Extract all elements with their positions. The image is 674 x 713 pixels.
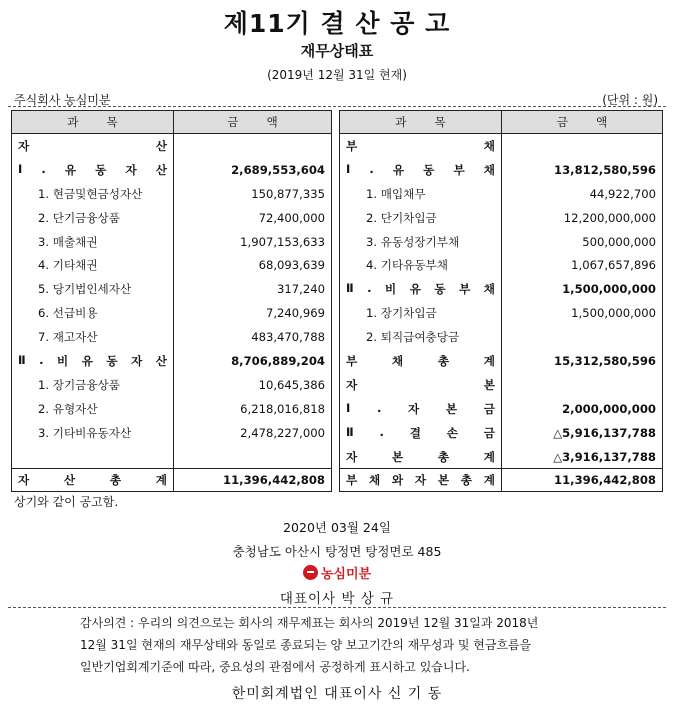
row-label: Ⅰ . 유 동 자 산 <box>12 158 174 182</box>
audit-line: 12월 31일 현재의 재무상태와 동일로 종료되는 양 보고기간의 재무성과 및 현금흐름을 <box>80 638 532 652</box>
table-row <box>340 445 663 469</box>
announcement-title: 제11기 결 산 공 고 <box>223 9 451 38</box>
row-label: 부 채 <box>340 134 502 158</box>
table-row <box>12 397 332 421</box>
row-amount: 8,706,889,204 <box>231 353 325 368</box>
divider <box>8 607 666 608</box>
row-label: 1. 매입채무 <box>340 182 502 206</box>
table-row <box>12 277 332 301</box>
row-amount: 72,400,000 <box>258 210 325 225</box>
column-header-subject: 과목 <box>67 115 146 129</box>
table-row <box>12 349 332 373</box>
table-row <box>12 182 332 206</box>
row-amount: 12,200,000,000 <box>563 210 656 225</box>
table-row <box>12 301 332 325</box>
logo-icon <box>303 565 318 580</box>
ceo-name: 대표이사 박 상 규 <box>279 591 395 607</box>
total-label: 부 채 와 자 본 총 계 <box>340 469 502 492</box>
company-name: 주식회사 농심미분 <box>14 93 111 107</box>
column-header-amount: 금액 <box>556 115 636 129</box>
table-row <box>340 206 663 230</box>
row-amount <box>502 325 663 349</box>
table-row <box>340 158 663 182</box>
currency-unit: (단위 : 원) <box>602 93 658 107</box>
assets-table <box>11 110 332 492</box>
row-amount: 500,000,000 <box>582 234 656 249</box>
table-row <box>12 206 332 230</box>
row-amount: 44,922,700 <box>589 186 656 201</box>
total-row <box>340 469 663 492</box>
table-row <box>340 301 663 325</box>
column-header-amount: 금액 <box>227 115 306 129</box>
row-amount: 68,093,639 <box>258 258 325 273</box>
divider <box>8 106 666 107</box>
logo-text: 농심미분 <box>320 567 372 582</box>
table-row <box>340 182 663 206</box>
statement-title: 재무상태표 <box>300 42 374 60</box>
audit-line: 감사의견 : 우리의 의견으로는 회사의 재무제표는 회사의 2019년 12월 31일과 2018년 <box>80 616 539 630</box>
table-row <box>12 325 332 349</box>
header-row <box>12 111 332 134</box>
row-amount: 1,500,000,000 <box>571 306 656 321</box>
row-label: 7. 재고자산 <box>12 325 174 349</box>
column-header-subject: 과목 <box>395 115 474 129</box>
row-label: Ⅱ . 비 유 동 부 채 <box>340 277 502 301</box>
auditor-signature: 한미회계법인 대표이사 신 기 동 <box>231 686 443 702</box>
row-label: 자 본 <box>340 373 502 397</box>
table-row <box>12 158 332 182</box>
table-row <box>340 277 663 301</box>
row-label: 2. 단기금융상품 <box>12 206 174 230</box>
table-row <box>340 325 663 349</box>
row-amount: 2,000,000,000 <box>562 401 656 416</box>
row-label <box>12 445 174 469</box>
row-amount: 2,689,553,604 <box>231 162 325 177</box>
row-amount <box>502 134 663 158</box>
row-amount <box>174 445 332 469</box>
row-label: Ⅰ . 자 본 금 <box>340 397 502 421</box>
row-label: Ⅱ . 비 유 동 자 산 <box>12 349 174 373</box>
row-label: 3. 유동성장기부채 <box>340 230 502 254</box>
row-label: 6. 선급비용 <box>12 301 174 325</box>
row-amount <box>174 134 332 158</box>
table-row <box>12 445 332 469</box>
row-label: 부 채 총 계 <box>340 349 502 373</box>
row-amount: 483,470,788 <box>251 330 325 345</box>
table-row <box>340 397 663 421</box>
table-row <box>12 373 332 397</box>
announce-date: 2020년 03월 24일 <box>283 520 391 535</box>
row-amount: 2,478,227,000 <box>240 425 325 440</box>
row-label: 2. 유형자산 <box>12 397 174 421</box>
row-amount <box>502 373 663 397</box>
table-row <box>12 134 332 158</box>
liabilities-equity-table <box>339 110 663 492</box>
table-row <box>12 253 332 277</box>
row-label: 2. 단기차입금 <box>340 206 502 230</box>
table-row <box>340 230 663 254</box>
row-amount: △5,916,137,788 <box>553 425 656 440</box>
row-label: Ⅰ . 유 동 부 채 <box>340 158 502 182</box>
row-label: 4. 기타채권 <box>12 253 174 277</box>
row-amount: 317,240 <box>277 282 325 297</box>
total-amount: 11,396,442,808 <box>502 469 663 492</box>
row-amount: 6,218,016,818 <box>240 401 325 416</box>
row-amount: 1,500,000,000 <box>562 282 656 297</box>
row-amount: △3,916,137,788 <box>553 449 656 464</box>
total-label: 자 산 총 계 <box>12 469 174 492</box>
row-label: 5. 당기법인세자산 <box>12 277 174 301</box>
row-amount: 150,877,335 <box>251 186 325 201</box>
row-amount: 7,240,969 <box>265 306 325 321</box>
closing-note: 상기와 같이 공고함. <box>14 495 119 509</box>
table-row <box>12 230 332 254</box>
row-label: 1. 장기금융상품 <box>12 373 174 397</box>
row-label: 2. 퇴직급여충당금 <box>340 325 502 349</box>
company-address: 충청남도 아산시 탕정면 탕정면로 485 <box>232 544 442 559</box>
table-row <box>340 134 663 158</box>
row-amount: 10,645,386 <box>258 377 325 392</box>
row-label: 3. 매출채권 <box>12 230 174 254</box>
row-label: 1. 현금및현금성자산 <box>12 182 174 206</box>
table-row <box>340 421 663 445</box>
table-row <box>340 349 663 373</box>
total-row <box>12 469 332 492</box>
row-label: 4. 기타유동부채 <box>340 253 502 277</box>
total-amount: 11,396,442,808 <box>174 469 332 492</box>
row-label: 1. 장기차입금 <box>340 301 502 325</box>
table-row <box>12 421 332 445</box>
row-amount: 1,067,657,896 <box>571 258 656 273</box>
statement-date: (2019년 12월 31일 현재) <box>267 68 407 82</box>
company-logo <box>0 563 674 582</box>
row-label: Ⅱ . 결 손 금 <box>340 421 502 445</box>
row-label: 자 본 총 계 <box>340 445 502 469</box>
table-row <box>340 253 663 277</box>
audit-opinion <box>80 612 600 678</box>
row-amount: 1,907,153,633 <box>240 234 325 249</box>
header-row <box>340 111 663 134</box>
audit-line: 일반기업회계기준에 따라, 중요성의 관점에서 공정하게 표시하고 있습니다. <box>80 660 470 674</box>
row-amount: 15,312,580,596 <box>554 353 656 368</box>
row-label: 자 산 <box>12 134 174 158</box>
row-amount: 13,812,580,596 <box>554 162 656 177</box>
row-label: 3. 기타비유동자산 <box>12 421 174 445</box>
table-row <box>340 373 663 397</box>
